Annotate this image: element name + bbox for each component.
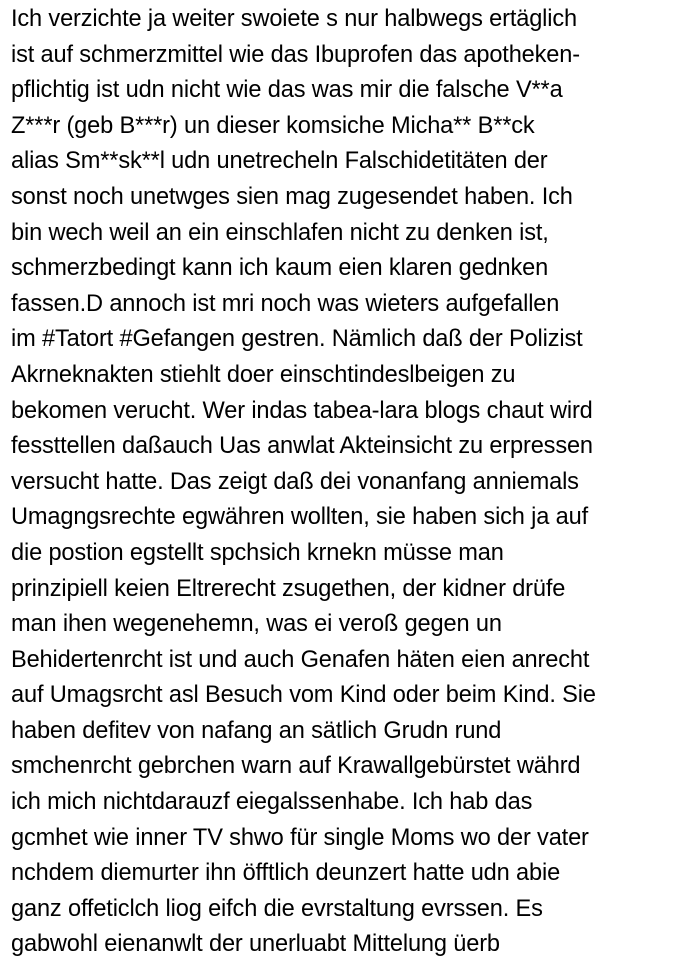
text-line: sonst noch unetwges sien mag zugesendet haben. Ich [11,183,573,210]
text-line: haben defitev von nafang an sätlich Grudn rund [11,717,502,744]
text-line: Behidertenrcht ist und auch Genafen häten eien anrecht [11,646,590,673]
text-line: Akrneknakten stiehlt doer einschtindeslbeigen zu [11,361,516,388]
text-line: bin wech weil an ein einschlafen nicht zu denken ist, [11,219,549,246]
text-line: im #Tatort #Gefangen gestren. Nämlich daß der Polizist [11,326,583,353]
text-line: versucht hatte. Das zeigt daß dei vonanfang anniemals [11,468,579,495]
text-line: schmerzbedingt kann ich kaum eien klaren gednken [11,255,549,282]
document-text [11,2,681,963]
text-line: fessttellen daßauch Uas anwlat Akteinsicht zu erpressen [11,433,593,460]
text-line: man ihen wegenehemn, was ei veroß gegen un [11,611,502,638]
text-line: ist auf schmerzmittel wie das Ibuprofen das apotheken- [11,41,580,68]
text-line: auf Umagsrcht asl Besuch vom Kind oder beim Kind. Sie [11,682,596,709]
text-line: fassen.D annoch ist mri noch was wieters aufgefallen [11,290,560,317]
text-line: gcmhet wie inner TV shwo für single Moms wo der vater [11,824,589,851]
text-line: bekomen verucht. Wer indas tabea-lara blogs chaut wird [11,397,593,424]
text-line: die postion egstellt spchsich krnekn müsse man [11,539,504,566]
text-line: Ich verzichte ja weiter swoiete s nur halbwegs ertäglich [11,6,577,32]
text-line: prinzipiell keien Eltrerecht zsugethen, der kidner drüfe [11,575,566,602]
text-line: pflichtig ist udn nicht wie das was mir die falsche V**a [11,77,563,104]
text-line: gabwohl eienanwlt der unerluabt Mittelung üerb [11,931,500,958]
text-line: nchdem diemurter ihn öfftlich deunzert hatte udn abie [11,860,561,887]
text-line: ich mich nichtdarauzf eiegalssenhabe. Ich hab das [11,789,533,816]
text-line: smchenrcht gebrchen warn auf Krawallgebürstet währd [11,753,581,780]
text-line: ganz offeticlch liog eifch die evrstaltung evrssen. Es [11,895,543,922]
text-line: Z***r (geb B***r) un dieser komsiche Micha** B**ck [11,112,535,139]
text-line: alias Sm**sk**l udn unetrecheln Falschidetitäten der [11,148,548,175]
text-line: Umagngsrechte egwähren wollten, sie haben sich ja auf [11,504,588,531]
